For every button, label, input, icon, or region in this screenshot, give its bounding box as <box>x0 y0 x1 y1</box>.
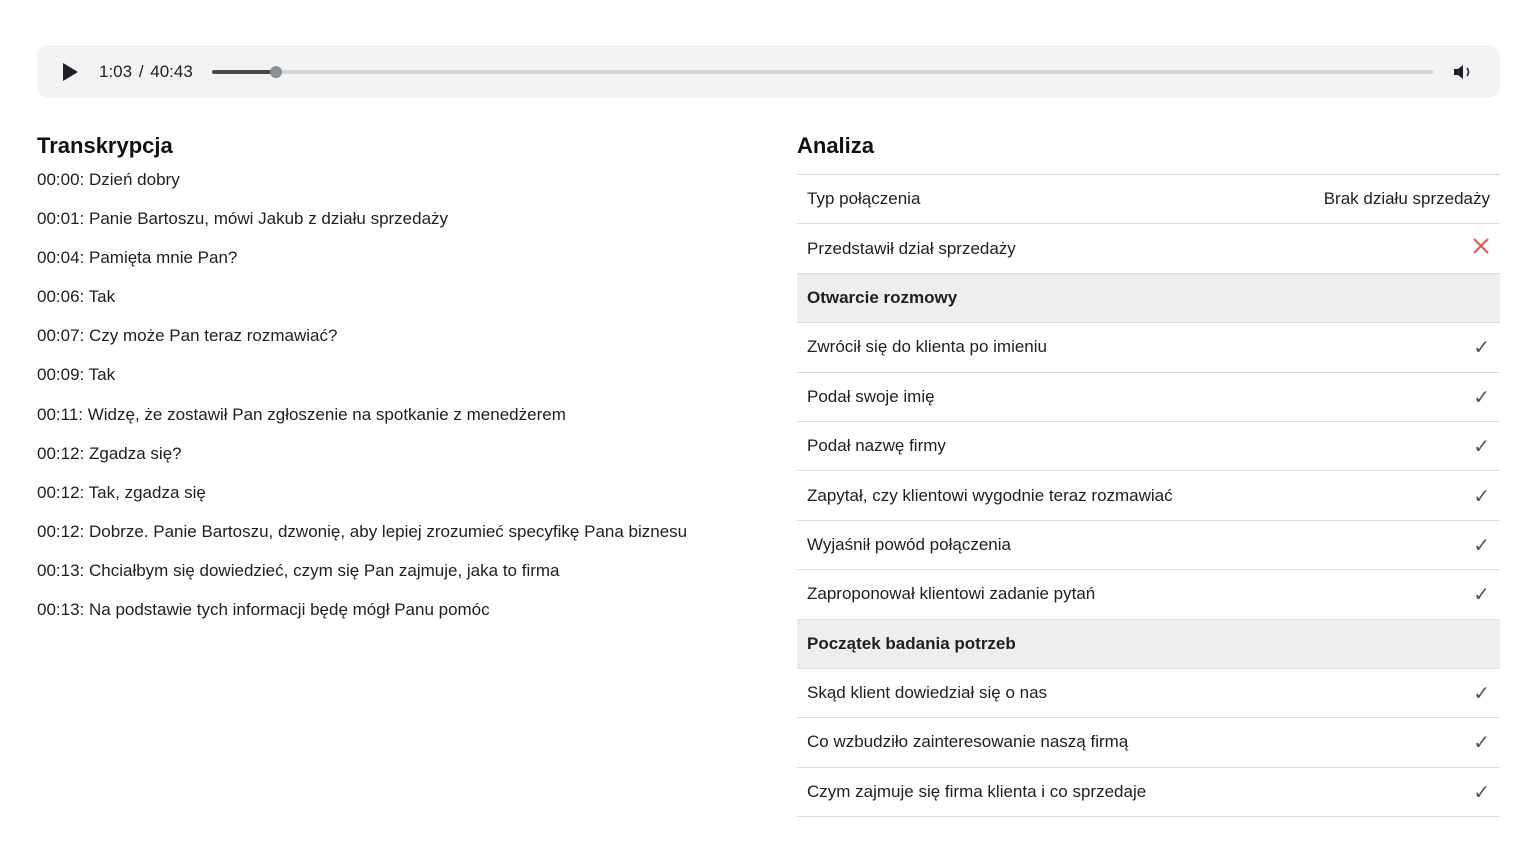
analysis-row <box>797 768 1500 817</box>
seek-thumb[interactable] <box>270 66 282 78</box>
transcript-line: 00:13: Na podstawie tych informacji będę mógł Panu pomóc <box>37 600 490 620</box>
criterion-label: Wyjaśnił powód połączenia <box>807 534 1011 554</box>
analysis-row <box>797 718 1500 767</box>
analysis-row <box>797 323 1500 372</box>
transcript-panel <box>37 130 767 639</box>
transcript-line: 00:04: Pamięta mnie Pan? <box>37 248 238 268</box>
seek-track <box>212 70 1434 74</box>
check-icon: ✓ <box>1473 532 1490 557</box>
criterion-label: Podał swoje imię <box>807 386 935 406</box>
check-icon: ✓ <box>1473 483 1490 508</box>
analysis-row <box>797 422 1500 471</box>
volume-icon[interactable] <box>1452 62 1476 82</box>
transcript-line: 00:12: Tak, zgadza się <box>37 482 206 502</box>
analysis-row <box>797 669 1500 718</box>
check-icon: ✓ <box>1473 582 1490 607</box>
audio-player <box>37 45 1500 98</box>
criterion-label: Skąd klient dowiedział się o nas <box>807 683 1048 703</box>
criterion-label: Co wzbudziło zainteresowanie naszą firmą <box>807 732 1129 752</box>
criterion-label: Zwrócił się do klienta po imieniu <box>807 337 1047 357</box>
analysis-row <box>797 471 1500 520</box>
check-icon: ✓ <box>1473 681 1490 706</box>
criterion-label: Przedstawił dział sprzedaży <box>807 238 1016 258</box>
criterion-label: Podał nazwę firmy <box>807 436 946 456</box>
analysis-section-header <box>797 274 1500 323</box>
check-icon: ✓ <box>1473 384 1490 409</box>
criterion-value: Brak działu sprzedaży <box>1323 189 1490 209</box>
transcript-line: 00:01: Panie Bartoszu, mówi Jakub z działu sprzedaży <box>37 209 449 229</box>
check-icon: ✓ <box>1473 434 1490 459</box>
section-header-label: Początek badania potrzeb <box>807 633 1016 653</box>
transcript-line: 00:00: Dzień dobry <box>37 170 180 189</box>
transcript-line: 00:07: Czy może Pan teraz rozmawiać? <box>37 326 338 346</box>
criterion-label: Zapytał, czy klientowi wygodnie teraz rozmawiać <box>807 485 1173 505</box>
section-header-label: Otwarcie rozmowy <box>807 287 958 307</box>
transcript-line: 00:12: Zgadza się? <box>37 443 182 463</box>
transcript-line: 00:09: Tak <box>37 365 116 385</box>
play-icon[interactable] <box>60 62 80 82</box>
criterion-label: Typ połączenia <box>807 189 921 209</box>
analysis-row <box>797 224 1500 273</box>
check-icon: ✓ <box>1473 779 1490 804</box>
analysis-row <box>797 175 1500 224</box>
transcript-line: 00:13: Chciałbym się dowiedzieć, czym się Pan zajmuje, jaka to firma <box>37 560 560 580</box>
time-display: 1:03 / 40:43 <box>99 62 193 81</box>
seek-fill <box>212 70 276 74</box>
cross-icon <box>1472 237 1490 260</box>
analysis-row <box>797 570 1500 619</box>
transcript-line: 00:12: Dobrze. Panie Bartoszu, dzwonię, aby lepiej zrozumieć specyfikę Pana biznesu <box>37 521 688 541</box>
analysis-panel <box>797 130 1500 817</box>
analysis-row <box>797 521 1500 570</box>
check-icon: ✓ <box>1473 730 1490 755</box>
criterion-label: Zaproponował klientowi zadanie pytań <box>807 584 1096 604</box>
current-time: 1:03 <box>99 62 133 81</box>
analysis-table <box>797 174 1500 817</box>
criterion-label: Czym zajmuje się firma klienta i co sprzedaje <box>807 781 1147 801</box>
transcript-list <box>37 170 767 639</box>
analysis-section-header <box>797 620 1500 669</box>
check-icon: ✓ <box>1473 335 1490 360</box>
transcript-line: 00:06: Tak <box>37 287 116 307</box>
analysis-row <box>797 373 1500 422</box>
seek-slider[interactable] <box>212 66 1434 78</box>
duration: 40:43 <box>150 62 193 81</box>
transcript-line: 00:11: Widzę, że zostawił Pan zgłoszenie na spotkanie z menedżerem <box>37 404 566 424</box>
transcript-title: Transkrypcja <box>37 133 173 158</box>
analysis-title: Analiza <box>797 133 875 158</box>
